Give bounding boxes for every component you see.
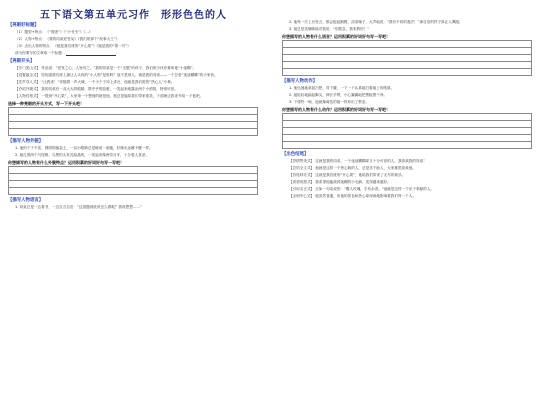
speech-example: 1. 同桌总是一边看书，一边自言自语：“这道题到底该怎么做呢？我再想想……” [15,205,142,209]
section-title-appearance: 【描写人物外貌】 [8,139,44,144]
appearance-example: 1. 他的个子不高，圆圆的脑袋上，一双小眼睛总是眯成一条缝，好像永远睡不醒一样。 [15,146,153,150]
ending-example: 【引用名言式】 正如一句话说的：“赠人玫瑰，手有余香。”他就是这样一个乐于奉献的人。 [289,187,435,191]
right-column [282,20,532,201]
section-title-ending: 【出色结尾】 [282,152,309,157]
opening-example: 【介绍外貌式】 我的同桌有一双大大的眼睛，胖乎乎的脸蛋，一笑起来就露出两个小酒窝，特别可爱。 [15,87,178,91]
opening-example: 【开门见山式】 作品说：“爱发之心，人皆有之。”我的同桌是一个“走题”的孩子，我们班小伙伴都叫他“小迷糊”。 [15,66,197,70]
action-question: 你想描写的人物有什么动作？运用积累的好词好句写一写吧！ [282,107,390,112]
ending-example: 【抒情赞美式】 这就是我的同桌，一个迷迷糊糊却又十分可爱的人，我喜欢我的同桌！ [289,159,427,163]
appearance-question: 你想描写的人物有什么外貌特点？运用积累的好词好句写一写吧！ [8,160,124,165]
opening-example: 【设置悬念式】 你知道我们班上最让人头疼的“小人物”是谁吗？他不是别人，就是我的同桌——一个总爱“迷迷糊糊”的小家伙。 [15,73,218,77]
title-prompt [8,51,258,56]
title-prompt-text: 请为你要写的文章取一个标题： [15,51,66,55]
speech-question: 你想描写的人物有什么语言？运用积累的好词好句写一写吧！ [282,34,390,39]
section-title-speech: 【描写人物语言】 [8,198,44,203]
section-title-good-title: 【亮眼好标题】 [8,23,39,28]
ending-example: 【希望祝愿式】 我希望他能改掉迷糊的小毛病，变得越来越好。 [289,180,391,184]
page-title: 五下语文第五单元习作 形形色色的人 [40,10,227,21]
speech-example: 2. 他每一次上台发言，都会挺起胸膛，清清嗓子，大声地说：“我有不同的看法！”那自信的样子真让人佩服。 [289,20,463,24]
action-example: 3. 下课铃一响，他就像离弦的箭一样冲出了教室。 [289,100,370,104]
appearance-example: 2. 她扎着两个马尾辫，乌黑的头发亮晶晶的，一笑起来像两弯月牙，十分惹人喜爱。 [15,153,149,157]
action-example: 2. 她轻轻地踮起脚尖，伸长手臂，小心翼翼地把黑板擦干净。 [289,93,388,97]
section-title-opening: 【亮眼开头】 [8,59,35,64]
ending-example: 【点明中心式】 他虽然普通，但他的善良和热心却深深地影响着我们每一个人。 [289,194,416,198]
action-answer-box[interactable] [282,113,532,149]
appearance-answer-box[interactable] [8,166,258,195]
ending-example: 【总结全文式】 他就是这样一个热心肠的人，总是乐于助人，大家都很喜欢他。 [289,166,416,170]
title-tip: （1）题型+特点：《“饭团”》《“小书虫”》《…》 [15,30,93,34]
left-column [8,20,258,212]
title-write-line[interactable] [66,52,116,56]
opening-example: 【先声夺人式】 “让我来！”伴随着一声大喊，一个小个子冲上讲台，他就是我们班的“热心人”小林。 [15,80,175,84]
opening-example: 【人物性格式】 一提到“开心果”，大家第一个想到的就是他，他总是能给我们带来欢笑，下面就让我来介绍一下他吧。 [15,94,204,98]
opening-answer-box[interactable] [8,107,258,136]
ending-example: 【首尾呼应式】 这就是我们班的“开心果”，他给我们带来了无尽的欢乐。 [289,173,406,177]
title-tip: （3）点出人物的特点：《她是我们班的“开心果”》《她是我的“第一号”》 [15,44,131,48]
title-tip: （2）人物+特点：《我的同桌爱发呆》《我们班那个“故事大王”》 [15,37,120,41]
speech-answer-box[interactable] [282,40,532,76]
speech-example: 3. 她总是笑眯眯地对我说：“别着急，我来教你！” [289,27,370,31]
action-example: 1. 他迅速地拿起扫把，弯下腰，一下一下认真地扫着地上的纸屑。 [289,86,395,90]
section-title-action: 【描写人物动作】 [282,79,318,84]
opening-question: 选择一种亮眼的开头方式，写一下开头吧！ [8,101,84,106]
